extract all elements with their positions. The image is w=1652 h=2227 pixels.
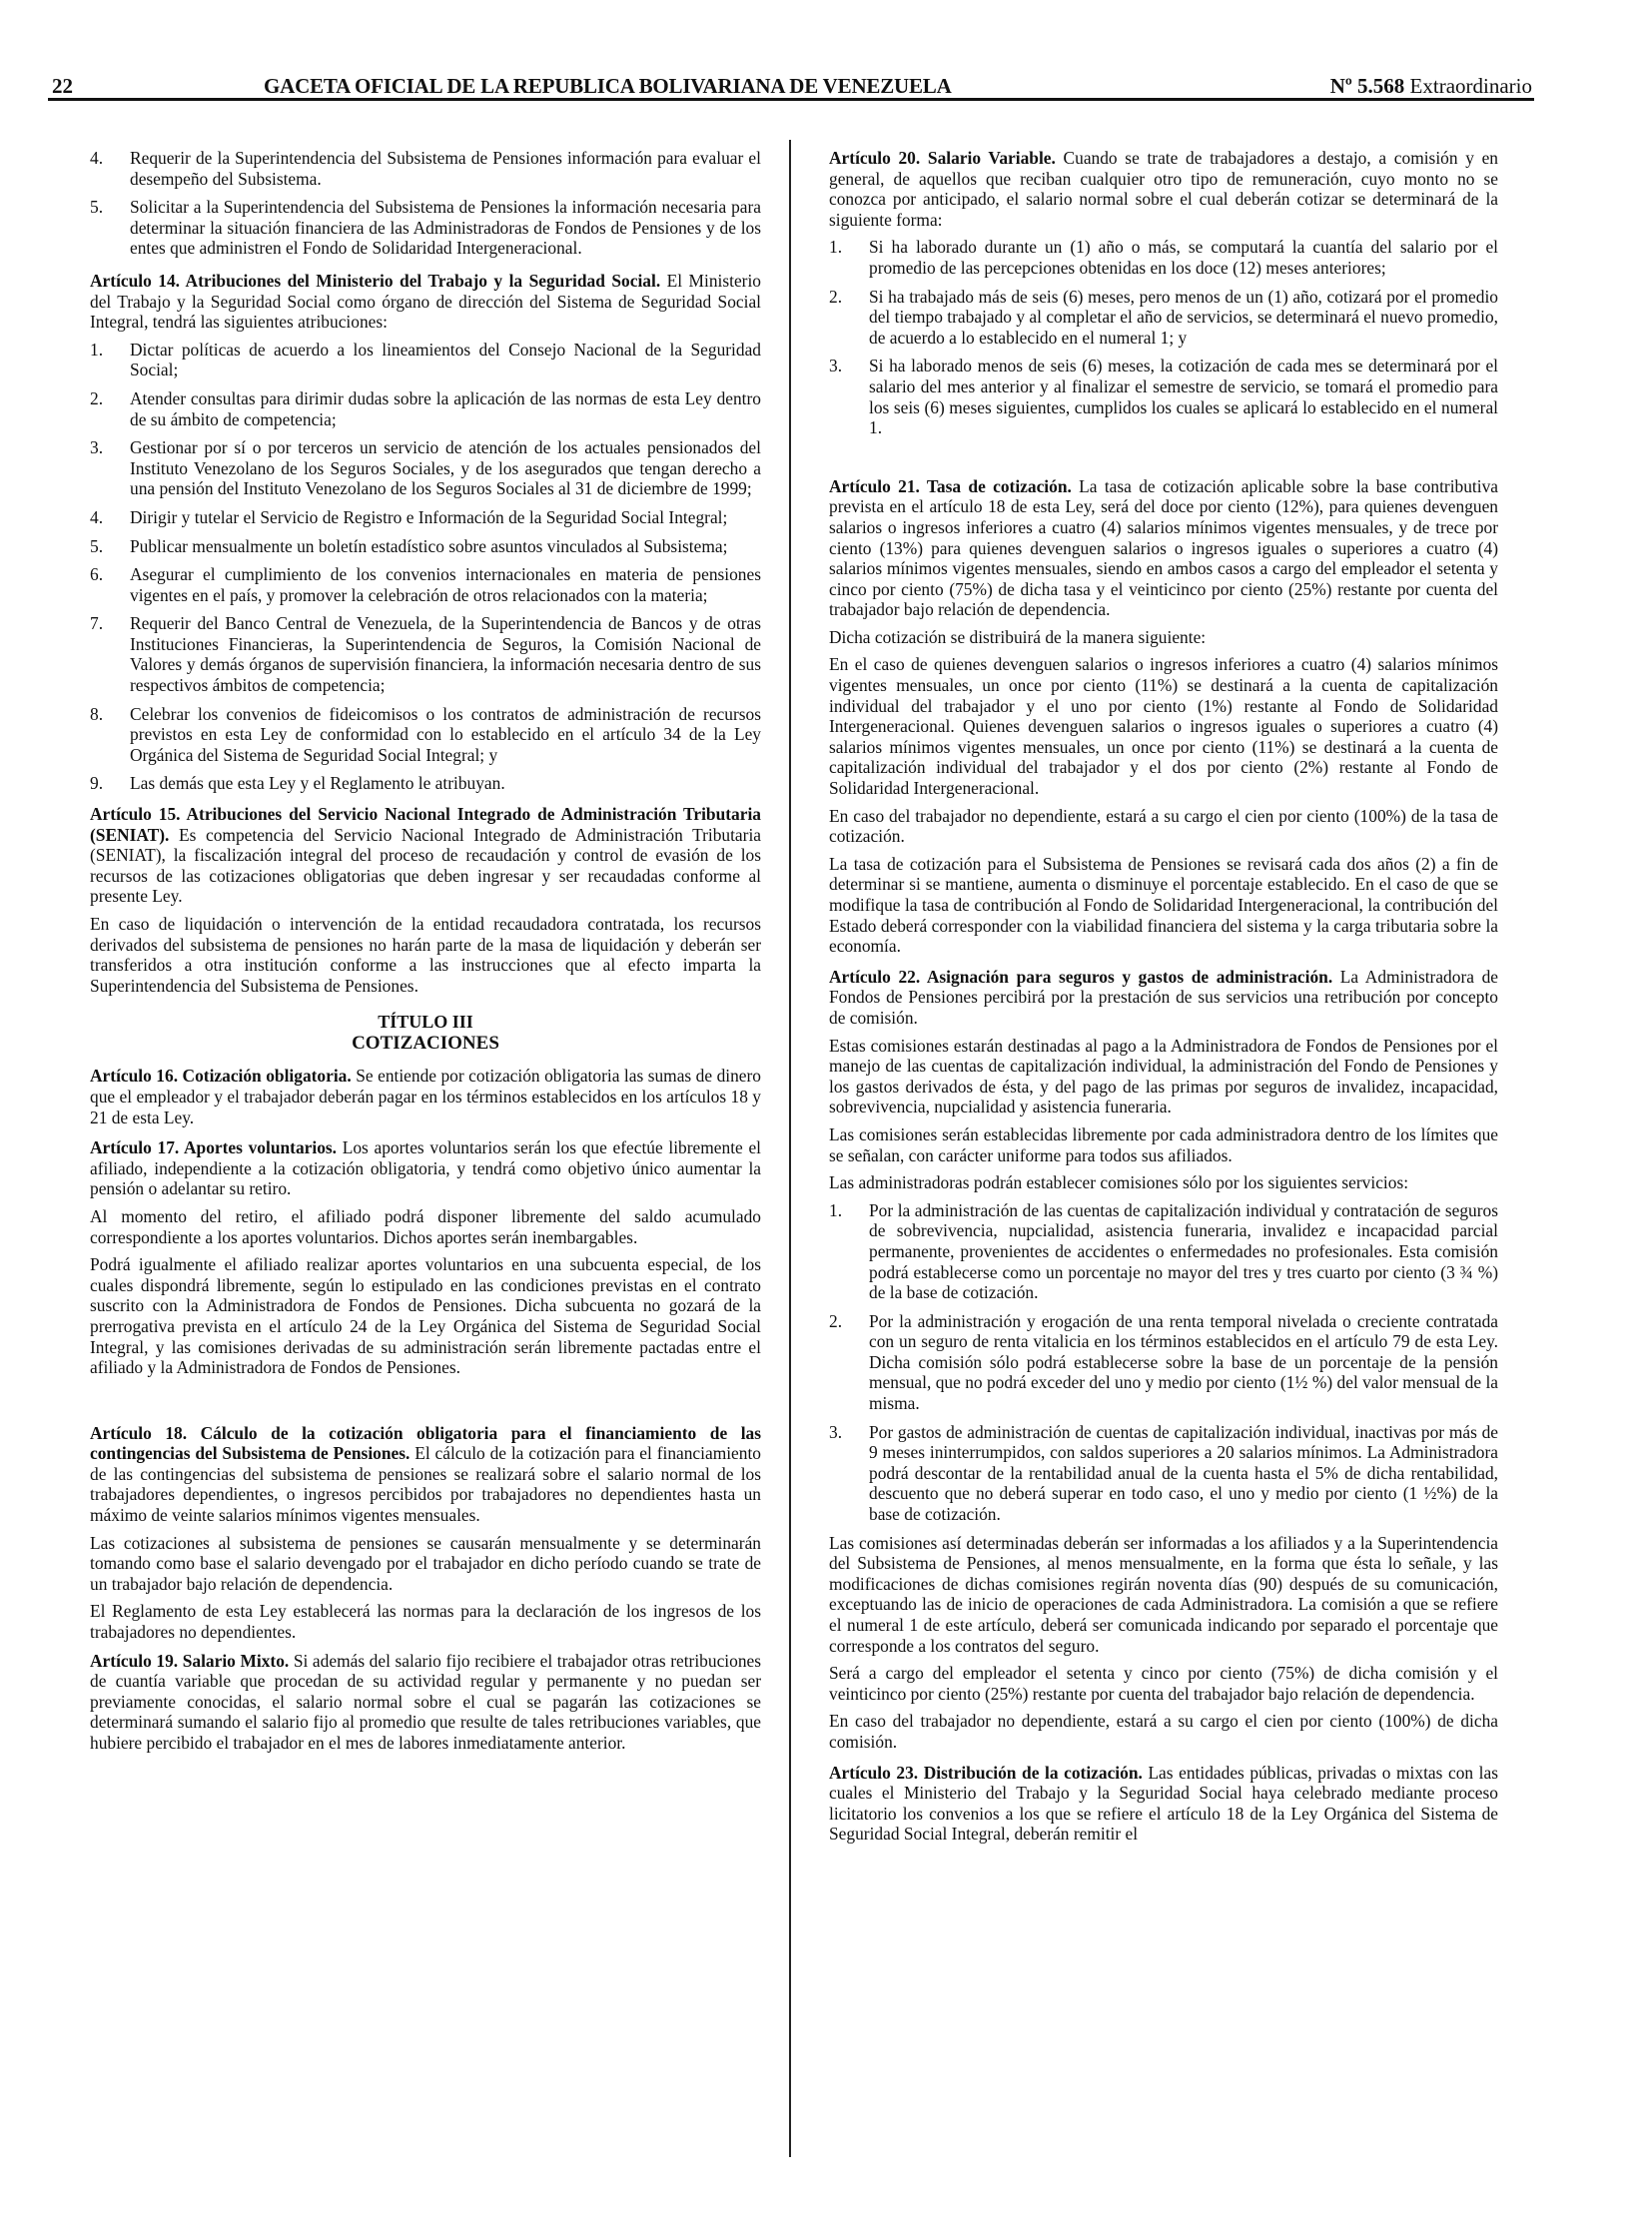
list-item — [829, 1422, 1498, 1525]
list-item — [829, 356, 1498, 437]
item-text: Por la administración y erogación de una renta temporal nivelada o creciente contratada con un seguro de renta vitalicia en los términos establecidos en el artículo 79 de esta Ley. Dicha comisión sólo podrá establecerse sobre la base de un porcentaje de la pensión mensual, que no podrá exceder del uno y medio por ciento (1½ %) del valor mensual de la misma. — [869, 1310, 1498, 1414]
item-number: 3. — [90, 437, 104, 458]
issue-label — [1330, 74, 1532, 99]
article-text: Es competencia del Servicio Nacional Integrado de Administración Tributaria (SENIAT), la fiscalización integral del proceso de recaudación y control de evasión de los recursos de las cotizaciones obligatorias que deben ingresar y ser recaudadas conforme al presente Ley. — [90, 824, 761, 907]
article-heading: Artículo 23. Distribución de la cotización. — [829, 1762, 1143, 1783]
paragraph: Dicha cotización se distribuirá de la manera siguiente: — [829, 626, 1207, 647]
item-number: 1. — [829, 1199, 843, 1220]
list-item — [90, 197, 761, 259]
spacer — [90, 1385, 761, 1415]
item-number: 3. — [829, 356, 843, 376]
title-name: COTIZACIONES — [352, 1033, 499, 1055]
article-heading: Artículo 20. Salario Variable. — [829, 148, 1056, 168]
item-text: Por gastos de administración de cuentas de capitalización individual, inactivas por más de 9 meses ininterrumpidos, con saldos superiores a 20 salarios mínimos. La Administradora podrá descontar de la rentabilidad anual de la cuenta hasta el 5% de dicha rentabilidad, descuento que no deberá superar en todo caso, el uno y medio por ciento (1 ½%) de la base de cotización. — [869, 1421, 1498, 1525]
item-number: 2. — [829, 286, 843, 307]
list-item — [90, 437, 761, 499]
item-number: 2. — [829, 1310, 843, 1331]
article-16 — [90, 1066, 761, 1127]
article-text: El cálculo de la cotización para el financiamiento de las contingencias del subsistema de pensiones se realizará sobre el salario normal de los trabajadores dependientes, o ingresos percibidos por trabajadores no dependientes hasta un máximo de veinte salarios mínimos vigentes mensuales. — [90, 1443, 761, 1526]
item-number: 9. — [90, 773, 104, 794]
paragraph: En caso del trabajador no dependiente, estará a su cargo el cien por ciento (100%) de dicha comisión. — [829, 1711, 1498, 1752]
paragraph: Al momento del retiro, el afiliado podrá disponer libremente del saldo acumulado correspondiente a los aportes voluntarios. Dichos aportes serán inembargables. — [90, 1205, 761, 1247]
spacer — [829, 446, 1498, 476]
list-item — [90, 613, 761, 695]
article-15 — [90, 804, 761, 907]
item-text: Si ha laborado durante un (1) año o más, se computará la cuantía del salario por el promedio de las percepciones obtenidas en los doce (12) meses anteriores; — [869, 237, 1498, 278]
item-number: 4. — [90, 506, 104, 527]
item-text: Dictar políticas de acuerdo a los lineamientos del Consejo Nacional de la Seguridad Social; — [130, 339, 761, 380]
item-text: Por la administración de las cuentas de capitalización individual y contratación de seguros de sobrevivencia, nupcialidad, asistencia funeraria, invalidez e incapacidad parcial permanente, provenientes de accidentes o enfermedades no profesionales. Esta comisión podrá establecerse como un porcentaje no mayor del tres y tres cuarto por ciento (3 ¾ %) de la base de cotización. — [869, 1199, 1498, 1303]
page-number: 22 — [52, 74, 73, 98]
article-heading: Artículo 21. Tasa de cotización. — [829, 475, 1072, 496]
article-heading: Artículo 22. Asignación para seguros y gastos de administración. — [829, 966, 1333, 987]
paragraph: Las comisiones así determinadas deberán ser informadas a los afiliados y a la Superintendencia del Subsistema de Pensiones, al menos mensualmente, en la forma que ésta lo señale, y las modificaciones de dichas comisiones regirán noventa días (90) después de su comunicación, exceptuando las de inicio de operaciones de cada Administradora. La comisión a que se refiere el numeral 1 de este artículo, deberá ser comunicada indicando por separado el porcentaje que corresponde a los contratos del seguro. — [829, 1532, 1498, 1656]
issue-number: Nº 5.568 — [1329, 74, 1405, 98]
item-number: 7. — [90, 613, 104, 634]
list-item — [90, 507, 761, 528]
list-item — [90, 388, 761, 429]
article-text: Se entiende por cotización obligatoria las sumas de dinero que el empleador y el trabajador deberán pagar en los términos establecidos en los artículos 18 y 21 de esta Ley. — [90, 1066, 762, 1127]
issue-type: Extraordinario — [1409, 74, 1532, 98]
list-item — [829, 237, 1498, 278]
left-column — [90, 148, 761, 1761]
item-number: 2. — [90, 387, 104, 408]
list-item — [90, 148, 761, 189]
list-item — [829, 287, 1498, 349]
paragraph: Las administradoras podrán establecer comisiones sólo por los siguientes servicios: — [829, 1172, 1409, 1193]
article-text: Cuando se trate de trabajadores a destajo, a comisión y en general, de aquellos que reciban cualquier otro tipo de remuneración, cuyo monto no se conozca por anticipado, el salario normal sobre el cual deberán cotizar se determinará de la siguiente forma: — [829, 148, 1498, 230]
article-21 — [829, 476, 1498, 620]
item-number: 1. — [90, 339, 104, 360]
item-text: Si ha laborado menos de seis (6) meses, la cotización de cada mes se determinará por el salario del mes anterior y al finalizar el semestre de servicio, se tomará el promedio para los seis (6) meses siguientes, cumplidos los cuales se aplicará lo establecido en el numeral 1. — [869, 356, 1498, 438]
item-text: Publicar mensualmente un boletín estadístico sobre asuntos vinculados al Subsistema; — [130, 535, 728, 556]
right-column — [829, 148, 1498, 1852]
item-number: 5. — [90, 197, 104, 218]
article-text: Los aportes voluntarios serán los que efectúe libremente el afiliado, independiente a la cotización obligatoria, y tendrá como objetivo único aumentar la pensión o adelantar su retiro. — [90, 1137, 761, 1199]
article-20 — [829, 148, 1498, 230]
paragraph: Estas comisiones estarán destinadas al pago a la Administradora de Fondos de Pensiones por el manejo de las cuentas de capitalización individual, la administración del Fondo de Pensiones y los gastos derivados de ésta, y del pago de las primas por seguros de invalidez, incapacidad, sobrevivencia, nupcialidad y asistencia funeraria. — [829, 1035, 1498, 1117]
article-heading: Artículo 19. Salario Mixto. — [90, 1650, 290, 1671]
item-text: Solicitar a la Superintendencia del Subsistema de Pensiones la información necesaria para determinar la situación financiera de las Administradoras de Fondos de Pensiones y de los entes que administren el Fondo de Solidaridad Intergeneracional. — [130, 197, 761, 259]
list-item — [90, 536, 761, 557]
article-heading: Artículo 17. Aportes voluntarios. — [90, 1137, 338, 1158]
item-number: 4. — [90, 148, 104, 168]
list-item — [829, 1200, 1498, 1303]
item-text: Si ha trabajado más de seis (6) meses, pero menos de un (1) año, cotizará por el promedio del tiempo trabajado y al completar el año de servicios, se determinará el nuevo promedio, de acuerdo a lo establecido en el numeral 1; y — [869, 286, 1498, 348]
item-text: Celebrar los convenios de fideicomisos o los contratos de administración de recursos previstos en esta Ley de conformidad con lo establecido en el artículo 34 de la Ley Orgánica del Sistema de Seguridad Social Integral; y — [130, 703, 761, 765]
article-text: Las entidades públicas, privadas o mixtas con las cuales el Ministerio del Trabajo y la Seguridad Social haya celebrado mediante proceso licitatorio los convenios a los que se refiere el artículo 18 de la Ley Orgánica del Sistema de Seguridad Social Integral, deberán remitir el — [829, 1762, 1498, 1845]
paragraph: Las comisiones serán establecidas libremente por cada administradora dentro de los límites que se señalan, con carácter uniforme para todos sus afiliados. — [829, 1123, 1498, 1165]
paragraph: Será a cargo del empleador el setenta y cinco por ciento (75%) de dicha comisión y el veinticinco por ciento (25%) restante por cuenta del trabajador bajo relación de dependencia. — [829, 1663, 1498, 1704]
list-item — [90, 704, 761, 766]
article-text: El Ministerio del Trabajo y la Seguridad Social como órgano de dirección del Sistema de Seguridad Social Integral, tendrá las siguientes atribuciones: — [90, 270, 762, 333]
article-heading: Artículo 16. Cotización obligatoria. — [90, 1066, 352, 1087]
item-text: Las demás que esta Ley y el Reglamento le atribuyan. — [130, 773, 505, 794]
article-text: La tasa de cotización aplicable sobre la base contributiva prevista en el artículo 18 de esta Ley, será del doce por ciento (12%), para quienes devenguen salarios o ingresos inferiores a cuatro (4) salarios mínimos vigentes mensuales, y de trece por ciento (13%) para quienes devenguen salarios o ingresos iguales o superiores a cuatro (4) salarios mínimos vigentes mensuales, siendo en ambos casos a cargo del empleador el setenta y cinco por ciento (75%) de dicha tasa y el veinticinco por ciento (25%) restante por cuenta del trabajador bajo relación de dependencia. — [829, 475, 1498, 620]
article-text: La Administradora de Fondos de Pensiones percibirá por la prestación de sus servicios una retribución por concepto de comisión. — [829, 966, 1498, 1028]
item-text: Requerir de la Superintendencia del Subsistema de Pensiones información para evaluar el desempeño del Subsistema. — [130, 148, 761, 189]
list-item — [90, 564, 761, 605]
paragraph: El Reglamento de esta Ley establecerá las normas para la declaración de los ingresos de los trabajadores no dependientes. — [90, 1601, 761, 1643]
item-text: Dirigir y tutelar el Servicio de Registro e Información de la Seguridad Social Integral; — [130, 506, 728, 527]
paragraph: Podrá igualmente el afiliado realizar aportes voluntarios en una subcuenta especial, de los cuales dispondrá libremente, según lo estipulado en las condiciones previstas en el contrato suscrito con la Administradora de Fondos de Pensiones. Dicha subcuenta no gozará de la prerrogativa prevista en el artículo 24 de la Ley Orgánica del Sistema de Seguridad Social Integral, y las comisiones derivadas de su administración serán libremente pactadas entre el afiliado y la Administradora de Fondos de Pensiones. — [90, 1254, 761, 1378]
list-item — [90, 340, 761, 380]
article-22 — [829, 967, 1498, 1029]
item-text: Requerir del Banco Central de Venezuela, de la Superintendencia de Bancos y de otras Instituciones Financieras, la Superintendencia de Seguros, la Comisión Nacional de Valores y demás órganos de supervisión financiera, la información necesaria dentro de sus respectivos ámbitos de competencia; — [130, 613, 761, 696]
header-rule — [48, 98, 1534, 101]
column-divider — [789, 140, 791, 2157]
paragraph: En caso de liquidación o intervención de la entidad recaudadora contratada, los recursos derivados del subsistema de pensiones no harán parte de la masa de liquidación y deberán ser transferidos a otra institución conforme a las instrucciones que al efecto imparta la Superintendencia del Subsistema de Pensiones. — [90, 914, 761, 996]
paragraph: Las cotizaciones al subsistema de pensiones se causarán mensualmente y se determinarán tomando como base el salario devengado por el trabajador en dicho período cuando se trate de un trabajador bajo relación de dependencia. — [90, 1532, 761, 1594]
article-14 — [90, 271, 761, 333]
item-text: Asegurar el cumplimiento de los convenios internacionales en materia de pensiones vigentes en el país, y promover la celebración de otros relacionados con la materia; — [130, 564, 761, 605]
list-item — [829, 1311, 1498, 1414]
item-text: Gestionar por sí o por terceros un servicio de atención de los actuales pensionados del Instituto Venezolano de los Seguros Sociales, y de los asegurados que tengan derecho a una pensión del Instituto Venezolano de los Seguros Sociales al 31 de diciembre de 1999; — [130, 437, 761, 499]
paragraph: La tasa de cotización para el Subsistema de Pensiones se revisará cada dos años (2) a fin de determinar si se mantiene, aumenta o disminuye el porcentaje establecido. En el caso de que se modifique la tasa de contribución al Fondo de Solidaridad Intergeneracional, la contribución del Estado deberá corresponder con la viabilidad financiera del sistema y la carga tributaria sobre la economía. — [829, 853, 1498, 957]
article-19 — [90, 1651, 761, 1754]
item-number: 8. — [90, 703, 104, 724]
paragraph: En caso del trabajador no dependiente, estará a su cargo el cien por ciento (100%) de la tasa de cotización. — [829, 805, 1498, 847]
title-heading — [90, 1012, 761, 1054]
title-number: TÍTULO III — [378, 1012, 473, 1033]
article-heading: Artículo 15. Atribuciones del Servicio Nacional Integrado de Administración Tributaria (SENIAT). — [90, 804, 761, 845]
paragraph: En el caso de quienes devenguen salarios o ingresos inferiores a cuatro (4) salarios mínimos vigentes mensuales, un once por ciento (11%) se destinará a la cuenta de capitalización individual del trabajador y el uno por ciento (1%) restante al Fondo de Solidaridad Intergeneracional. Quienes devenguen salarios o ingresos iguales o superiores a cuatro (4) salarios mínimos vigentes mensuales, un once por ciento (11%) se destinará a la cuenta de capitalización individual del trabajador y el dos por ciento (2%) restante al Fondo de Solidaridad Intergeneracional. — [829, 654, 1498, 799]
article-18 — [90, 1423, 761, 1526]
item-text: Atender consultas para dirimir dudas sobre la aplicación de las normas de esta Ley dentro de su ámbito de competencia; — [130, 387, 761, 429]
item-number: 6. — [90, 564, 104, 585]
item-number: 3. — [829, 1421, 843, 1442]
article-heading: Artículo 14. Atribuciones del Ministerio del Trabajo y la Seguridad Social. — [90, 270, 661, 291]
article-17 — [90, 1137, 761, 1199]
article-23 — [829, 1763, 1498, 1845]
item-number: 1. — [829, 237, 843, 258]
item-number: 5. — [90, 535, 104, 556]
article-text: Si además del salario fijo recibiere el trabajador otras retribuciones de cuantía variable que procedan de su actividad regular y permanente y no puedan ser previamente conocidas, el salario normal sobre el cual se pagarán las cotizaciones se determinará sumando el salario fijo al promedio que resulte de tales retribuciones variables, que hubiere percibido el trabajador en el mes de labores inmediatamente anterior. — [90, 1650, 761, 1753]
list-item — [90, 773, 761, 794]
gazette-title: GACETA OFICIAL DE LA REPUBLICA BOLIVARIANA DE VENEZUELA — [264, 74, 952, 98]
article-heading: Artículo 18. Cálculo de la cotización obligatoria para el financiamiento de las contingencias del Subsistema de Pensiones. — [90, 1422, 761, 1464]
